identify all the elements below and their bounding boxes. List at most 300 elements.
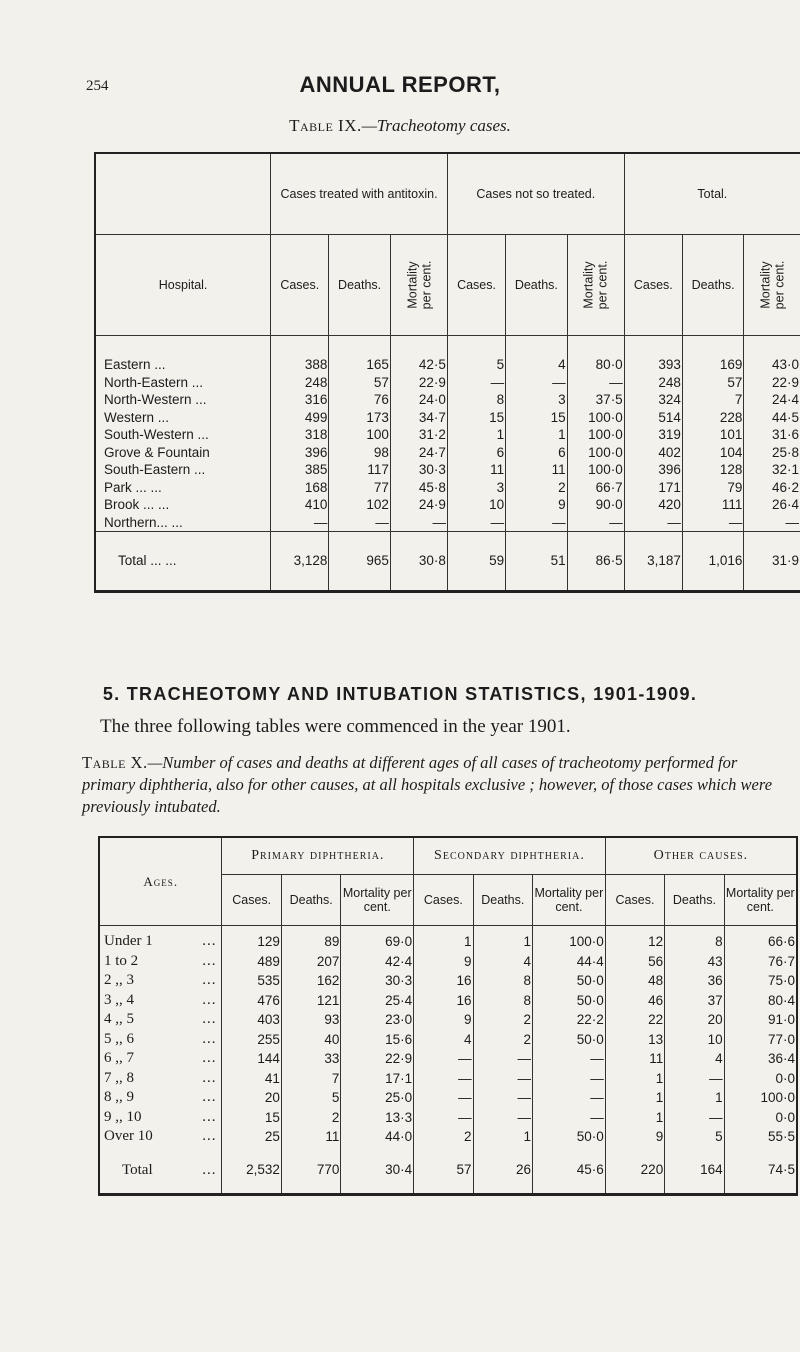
table-cell: 12 [605,926,664,952]
table-cell: 77·0 [724,1030,797,1050]
table-x-col-header: Mortality per cent. [724,875,797,926]
table-cell: 44·0 [341,1127,414,1147]
table-cell: 37 [665,991,724,1011]
table-cell: 42·5 [390,336,447,374]
hospital-name: Eastern ... [95,336,271,374]
age-range [99,1069,222,1089]
table-ix-hospital-header: Hospital. [95,235,271,336]
table-row [95,426,800,444]
table-cell: 5 [281,1088,340,1108]
table-cell: 42·4 [341,952,414,972]
table-cell: 36·4 [724,1049,797,1069]
table-ix-group-header: Cases not so treated. [447,153,624,235]
total-cell: 26 [473,1147,532,1195]
table-cell: 76·7 [724,952,797,972]
leader-dots: ... [202,1011,217,1028]
table-cell: 2 [414,1127,473,1147]
table-row [95,461,800,479]
table-cell: 75·0 [724,971,797,991]
table-cell: 8 [473,991,532,1011]
table-cell: 90·0 [567,496,624,514]
table-row [99,1088,797,1108]
table-cell: 91·0 [724,1010,797,1030]
table-cell: — [533,1108,606,1128]
age-label: Under 1 [104,933,153,950]
table-cell: 11 [447,461,505,479]
table-cell: 6 [447,444,505,462]
table-x-group-header: Other causes. [605,837,797,875]
table-ix-col-header: Deaths. [329,235,390,336]
age-label: 9 ,, 10 [104,1108,142,1125]
age-label: Total [122,1161,153,1178]
table-cell: 100·0 [567,426,624,444]
table-ix-col-header: Cases. [624,235,682,336]
table-row [99,971,797,991]
total-row [95,532,800,592]
table-cell: 1 [447,426,505,444]
total-cell: 1,016 [682,532,743,592]
table-x-description: —Number of cases and deaths at different ages of all cases of tracheotomy performed for primary diphtheria, also for other causes, at all hospitals exclusive ; however, of those cases which were previously intubated. [82,753,773,816]
table-cell: 2 [281,1108,340,1128]
table-cell: 410 [271,496,329,514]
table-ix-col-header [744,235,800,336]
total-cell: 30·8 [390,532,447,592]
table-cell: 24·7 [390,444,447,462]
leader-dots: ... [202,1050,217,1067]
table-cell: 25·4 [341,991,414,1011]
table-x-col-header: Deaths. [473,875,532,926]
table-ix-col-header: Deaths. [682,235,743,336]
table-x-col-header: Deaths. [281,875,340,926]
table-cell: 1 [414,926,473,952]
hospital-name: North-Western ... [95,391,271,409]
total-cell: 770 [281,1147,340,1195]
table-cell: 43 [665,952,724,972]
table-row [99,1127,797,1147]
total-cell: 3,128 [271,532,329,592]
leader-dots: ... [202,972,217,989]
table-cell: 13·3 [341,1108,414,1128]
age-range [99,926,222,952]
table-cell: 34·7 [390,409,447,427]
table-cell: 36 [665,971,724,991]
table-cell: 66·6 [724,926,797,952]
table-cell: 24·4 [744,391,800,409]
table-cell: — [682,514,743,532]
age-range [99,952,222,972]
table-cell: 129 [222,926,281,952]
table-cell: 396 [271,444,329,462]
table-x-col-header: Mortality per cent. [533,875,606,926]
table-cell: 26·4 [744,496,800,514]
table-x-col-header: Cases. [222,875,281,926]
table-cell: 100 [329,426,390,444]
age-range [99,1147,222,1195]
table-x-col-header: Deaths. [665,875,724,926]
age-label: Over 10 [104,1128,153,1145]
table-cell: 80·4 [724,991,797,1011]
table-cell: 89 [281,926,340,952]
table-cell: 476 [222,991,281,1011]
leader-dots: ... [202,1128,217,1145]
table-cell: 22 [605,1010,664,1030]
leader-dots: ... [202,1108,217,1125]
leader-dots: ... [202,933,217,950]
table-x-col-header: Cases. [605,875,664,926]
table-cell: 9 [605,1127,664,1147]
table-cell: 248 [624,374,682,392]
table-cell: 104 [682,444,743,462]
table-cell: 50·0 [533,1127,606,1147]
table-cell: 111 [682,496,743,514]
table-cell: 32·1 [744,461,800,479]
table-cell: 420 [624,496,682,514]
table-cell: 25·8 [744,444,800,462]
table-cell: 3 [447,479,505,497]
table-ix [94,152,800,593]
table-ix-col-header: Cases. [271,235,329,336]
table-x-col-header: Mortality per cent. [341,875,414,926]
table-cell: 22·9 [341,1049,414,1069]
table-cell: 25 [222,1127,281,1147]
table-cell: 162 [281,971,340,991]
table-x-label: Table X. [82,753,148,772]
age-label: 1 to 2 [104,952,139,969]
table-cell: 207 [281,952,340,972]
table-cell: 4 [506,336,567,374]
table-cell: 50·0 [533,971,606,991]
table-cell: — [506,514,567,532]
table-row [99,1108,797,1128]
total-cell: 86·5 [567,532,624,592]
table-cell: 37·5 [567,391,624,409]
table-cell: 9 [506,496,567,514]
table-cell: — [624,514,682,532]
table-cell: — [533,1069,606,1089]
table-cell: 44·5 [744,409,800,427]
table-cell: — [414,1049,473,1069]
table-cell: — [414,1108,473,1128]
age-range [99,1088,222,1108]
table-cell: 55·5 [724,1127,797,1147]
table-cell: 393 [624,336,682,374]
table-row [95,514,800,532]
table-cell: 15 [506,409,567,427]
table-ix-corner [95,153,271,235]
table-cell: 7 [281,1069,340,1089]
age-label: 2 ,, 3 [104,972,134,989]
table-cell: 2 [473,1010,532,1030]
table-cell: 6 [506,444,567,462]
table-cell: — [447,514,505,532]
page-number: 254 [86,78,109,94]
table-cell: 15·6 [341,1030,414,1050]
table-ix-group-header: Cases treated with antitoxin. [271,153,448,235]
age-range [99,1127,222,1147]
table-cell: 16 [414,991,473,1011]
hospital-name: South-Eastern ... [95,461,271,479]
leader-dots: ... [202,1089,217,1106]
total-cell: 30·4 [341,1147,414,1195]
table-cell: 8 [473,971,532,991]
table-cell: — [414,1069,473,1089]
leader-dots: ... [202,1161,217,1178]
table-cell: 30·3 [341,971,414,991]
table-cell: 248 [271,374,329,392]
table-cell: 228 [682,409,743,427]
table-cell: 3 [506,391,567,409]
table-row [99,991,797,1011]
total-cell: 51 [506,532,567,592]
hospital-name: Grove & Fountain [95,444,271,462]
total-cell: 74·5 [724,1147,797,1195]
table-cell: — [473,1088,532,1108]
table-cell: 16 [414,971,473,991]
table-cell: — [567,374,624,392]
table-ix-col-header-text: Mortality per cent. [581,260,610,310]
hospital-name: Northern... ... [95,514,271,532]
table-cell: 1 [473,926,532,952]
table-cell: 100·0 [724,1088,797,1108]
table-cell: 165 [329,336,390,374]
table-cell: — [533,1088,606,1108]
total-cell: 31·9 [744,532,800,592]
table-x-caption [82,752,786,818]
age-range [99,971,222,991]
table-cell: 44·4 [533,952,606,972]
table-cell: 57 [682,374,743,392]
table-row [95,479,800,497]
table-cell: — [665,1069,724,1089]
table-cell: 117 [329,461,390,479]
table-cell: 11 [506,461,567,479]
table-cell: 4 [414,1030,473,1050]
table-row [95,409,800,427]
table-cell: 31·2 [390,426,447,444]
table-cell: 43·0 [744,336,800,374]
table-cell: 48 [605,971,664,991]
table-cell: 50·0 [533,1030,606,1050]
table-cell: — [473,1049,532,1069]
table-cell: 100·0 [533,926,606,952]
table-cell: 0·0 [724,1108,797,1128]
table-cell: 22·9 [390,374,447,392]
table-cell: 388 [271,336,329,374]
table-cell: 24·9 [390,496,447,514]
hospital-name: Western ... [95,409,271,427]
table-cell: 0·0 [724,1069,797,1089]
table-cell: 1 [605,1069,664,1089]
table-cell: 402 [624,444,682,462]
table-cell: 121 [281,991,340,1011]
total-label: Total ... ... [95,532,271,592]
table-cell: 1 [506,426,567,444]
table-cell: 1 [605,1108,664,1128]
table-x [98,836,798,1196]
table-row [99,926,797,952]
table-cell: 2 [473,1030,532,1050]
age-label: 6 ,, 7 [104,1050,134,1067]
table-cell: — [744,514,800,532]
table-cell: 33 [281,1049,340,1069]
table-cell: 79 [682,479,743,497]
table-x-col-header: Cases. [414,875,473,926]
table-cell: 13 [605,1030,664,1050]
table-cell: 24·0 [390,391,447,409]
table-row [95,374,800,392]
hospital-name: Park ... ... [95,479,271,497]
table-cell: 100·0 [567,409,624,427]
table-cell: 10 [447,496,505,514]
total-row [99,1147,797,1195]
table-cell: 30·3 [390,461,447,479]
table-cell: 173 [329,409,390,427]
table-cell: 102 [329,496,390,514]
table-cell: 11 [281,1127,340,1147]
table-cell: — [414,1088,473,1108]
section-5-heading: 5. TRACHEOTOMY AND INTUBATION STATISTICS, 1901-1909. [102,684,698,704]
table-row [99,1010,797,1030]
leader-dots: ... [202,991,217,1008]
table-cell: — [447,374,505,392]
table-cell: 1 [473,1127,532,1147]
table-cell: 31·6 [744,426,800,444]
table-cell: 499 [271,409,329,427]
table-cell: 101 [682,426,743,444]
table-cell: — [329,514,390,532]
total-cell: 59 [447,532,505,592]
table-cell: 4 [665,1049,724,1069]
table-cell: 5 [447,336,505,374]
table-ix-caption [0,116,800,136]
total-cell: 3,187 [624,532,682,592]
table-cell: 15 [222,1108,281,1128]
table-ix-col-header: Cases. [447,235,505,336]
table-ix-col-header [390,235,447,336]
total-cell: 965 [329,532,390,592]
total-cell: 2,532 [222,1147,281,1195]
age-label: 5 ,, 6 [104,1030,134,1047]
table-ix-title: —Tracheotomy cases. [361,116,511,135]
table-cell: 46·2 [744,479,800,497]
table-cell: 171 [624,479,682,497]
table-cell: 385 [271,461,329,479]
table-cell: 15 [447,409,505,427]
table-cell: 255 [222,1030,281,1050]
age-range [99,991,222,1011]
section-5-intro: The three following tables were commenced in the year 1901. [100,716,571,737]
running-head: ANNUAL REPORT, [299,72,501,97]
table-cell: — [473,1069,532,1089]
table-cell: 25·0 [341,1088,414,1108]
table-cell: — [506,374,567,392]
table-cell: 45·8 [390,479,447,497]
age-range [99,1049,222,1069]
total-cell: 164 [665,1147,724,1195]
table-cell: 1 [665,1088,724,1108]
table-cell: 41 [222,1069,281,1089]
table-cell: — [533,1049,606,1069]
table-cell: 403 [222,1010,281,1030]
table-cell: 5 [665,1127,724,1147]
table-cell: 20 [665,1010,724,1030]
table-ix-col-header-text: Mortality per cent. [404,260,433,310]
table-cell: 9 [414,952,473,972]
table-cell: 69·0 [341,926,414,952]
table-row [99,1030,797,1050]
table-cell: — [665,1108,724,1128]
leader-dots: ... [202,1069,217,1086]
table-cell: 76 [329,391,390,409]
table-row [99,1049,797,1069]
table-cell: 11 [605,1049,664,1069]
table-cell: 10 [665,1030,724,1050]
table-ix-col-header: Deaths. [506,235,567,336]
table-x-group-header: Primary diphtheria. [222,837,414,875]
table-cell: 22·2 [533,1010,606,1030]
table-cell: 56 [605,952,664,972]
table-cell: 50·0 [533,991,606,1011]
table-cell: 77 [329,479,390,497]
table-cell: 318 [271,426,329,444]
table-cell: 98 [329,444,390,462]
table-cell: 40 [281,1030,340,1050]
table-row [95,444,800,462]
age-label: 7 ,, 8 [104,1069,134,1086]
table-cell: 23·0 [341,1010,414,1030]
table-cell: 20 [222,1088,281,1108]
table-cell: 168 [271,479,329,497]
table-cell: — [567,514,624,532]
table-cell: 80·0 [567,336,624,374]
age-range [99,1010,222,1030]
age-range [99,1030,222,1050]
hospital-name: North-Eastern ... [95,374,271,392]
age-label: 8 ,, 9 [104,1089,134,1106]
total-cell: 220 [605,1147,664,1195]
table-ix-label: Table IX. [289,116,362,135]
age-label: 3 ,, 4 [104,991,134,1008]
hospital-name: Brook ... ... [95,496,271,514]
age-label: 4 ,, 5 [104,1011,134,1028]
table-row [95,496,800,514]
table-cell: 324 [624,391,682,409]
table-row [95,336,800,374]
table-cell: 535 [222,971,281,991]
table-row [99,952,797,972]
table-cell: 100·0 [567,461,624,479]
table-cell: 22·9 [744,374,800,392]
leader-dots: ... [202,952,217,969]
table-cell: 66·7 [567,479,624,497]
table-cell: 489 [222,952,281,972]
leader-dots: ... [202,1030,217,1047]
table-cell: 46 [605,991,664,1011]
table-cell: 100·0 [567,444,624,462]
total-cell: 57 [414,1147,473,1195]
table-cell: 1 [605,1088,664,1108]
table-cell: 17·1 [341,1069,414,1089]
table-cell: 9 [414,1010,473,1030]
table-row [99,1069,797,1089]
age-range [99,1108,222,1128]
table-cell: 128 [682,461,743,479]
table-cell: 4 [473,952,532,972]
table-ix-col-header-text: Mortality per cent. [758,260,787,310]
table-row [95,391,800,409]
table-cell: 169 [682,336,743,374]
table-cell: 93 [281,1010,340,1030]
